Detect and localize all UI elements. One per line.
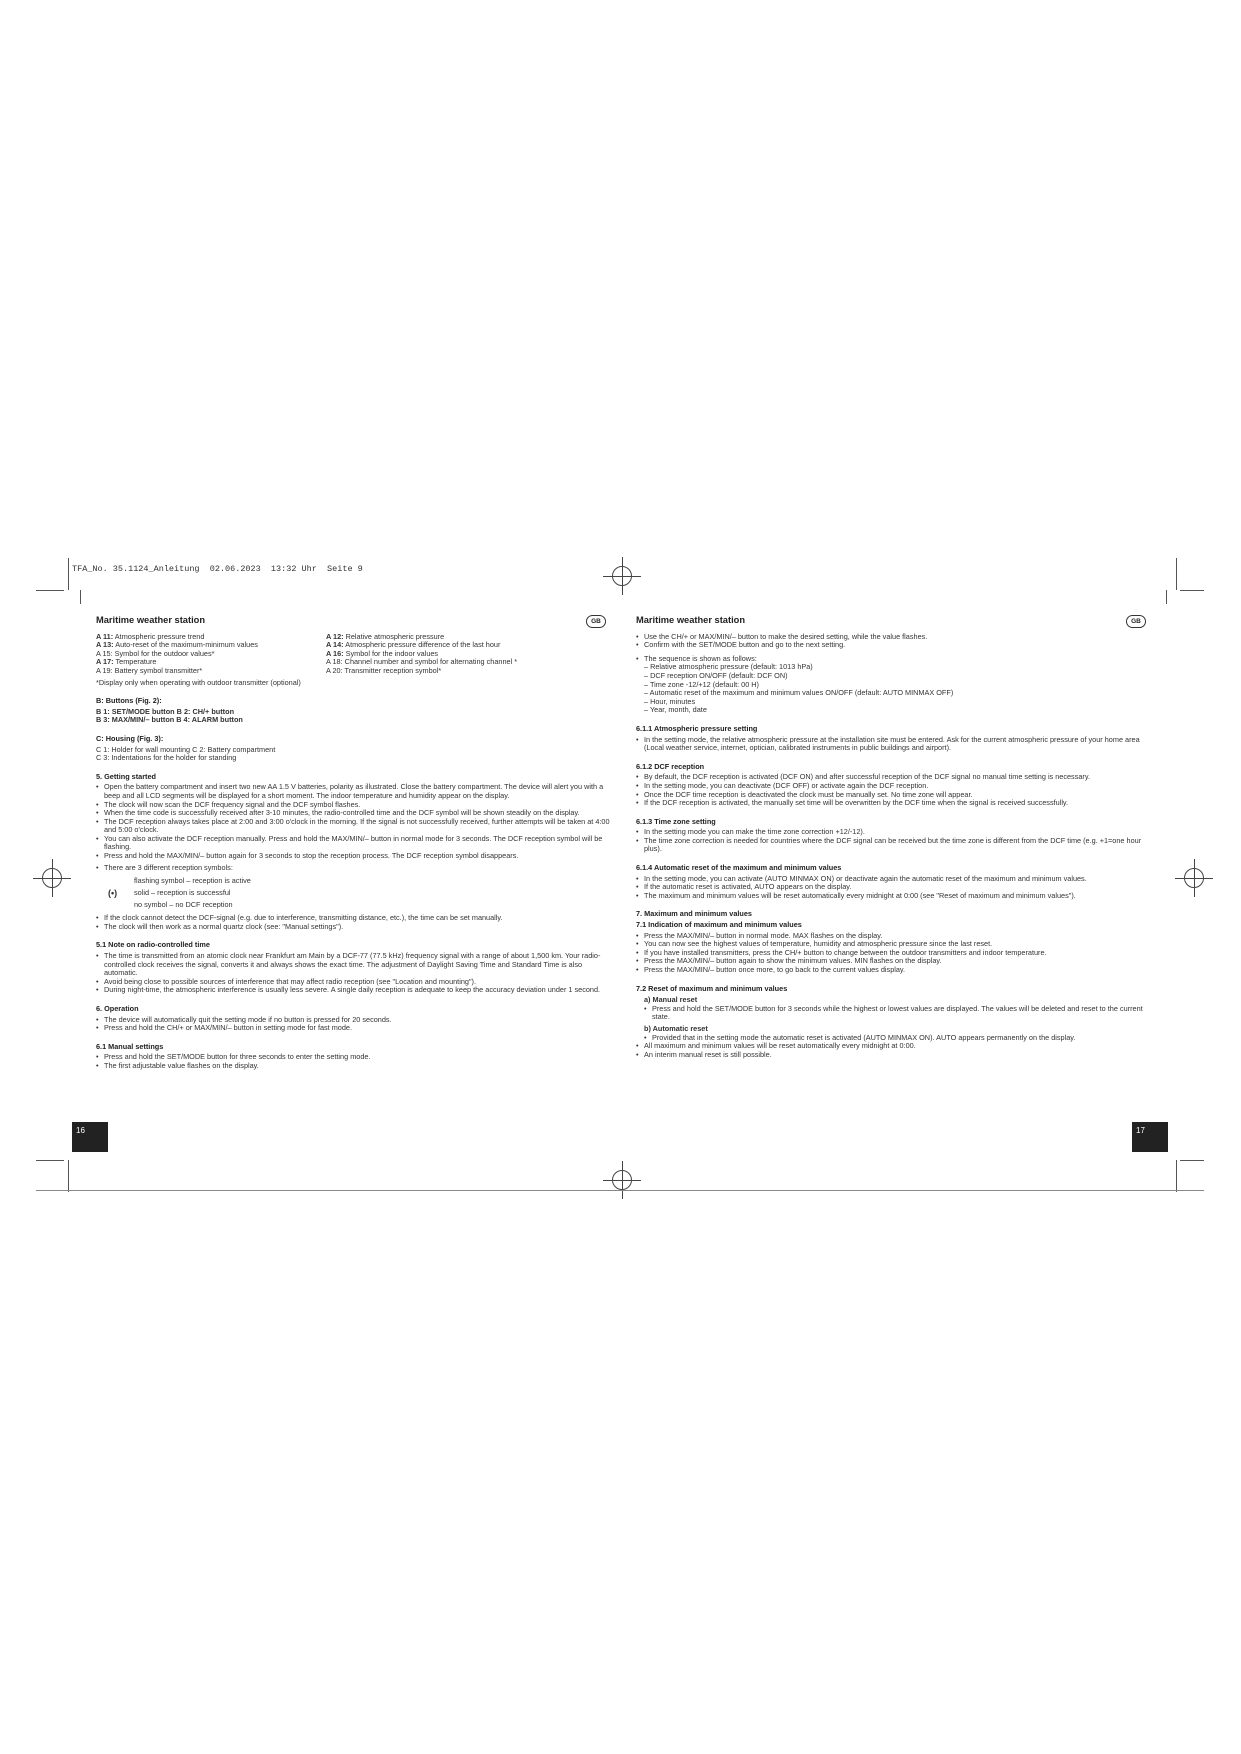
sequence-item: – DCF reception ON/OFF (default: DCF ON) xyxy=(644,670,788,680)
bullet-item: • In the setting mode, you can activate (AUTO MINMAX ON) or deactivate again the automatic reset of the maximum and minimum values. xyxy=(636,875,1156,884)
bullet-item: • Avoid being close to possible sources of interference that may affect radio reception (see "Location and mounting"). xyxy=(96,978,616,987)
buttons-line: B 3: MAX/MIN/– button B 4: ALARM button xyxy=(96,715,243,725)
bullet-item: • Press and hold the MAX/MIN/– button again for 3 seconds to stop the reception process. The DCF reception symbol disappears. xyxy=(96,852,616,861)
legend-item: A 15: Symbol for the outdoor values* xyxy=(96,648,215,658)
crop-mark xyxy=(36,1160,64,1161)
crop-mark xyxy=(36,590,64,591)
bullet-item: • In the setting mode you can make the time zone correction +12/-12). xyxy=(636,828,1156,837)
bullet-item: • If the clock cannot detect the DCF-signal (e.g. due to interference, transmitting distance, etc.), the time can be set manually. xyxy=(96,914,616,923)
sequence-item: – Year, month, date xyxy=(644,705,707,715)
registration-mark xyxy=(42,868,62,888)
housing-line: C 1: Holder for wall mounting C 2: Battery compartment xyxy=(96,744,276,754)
bullet-item: • An interim manual reset is still possible. xyxy=(636,1051,1156,1060)
bullet-item: • When the time code is successfully received after 3-10 minutes, the radio-controlled time and the DCF symbol will be shown steadily on the display. xyxy=(96,809,616,818)
section-heading: 6.1.2 DCF reception xyxy=(636,761,705,771)
bullet-item: • If you have installed transmitters, press the CH/+ button to change between the outdoor transmitters and indoor temperature. xyxy=(636,949,1156,958)
bullet-item: • During night-time, the atmospheric interference is usually less severe. A single daily reception is adequate to keep the accuracy deviation under 1 second. xyxy=(96,986,616,995)
legend-item: A 18: Channel number and symbol for alternating channel * xyxy=(326,657,518,667)
bullet-item: • If the automatic reset is activated, AUTO appears on the display. xyxy=(636,883,1156,892)
section-heading: 7. Maximum and minimum values xyxy=(636,909,752,919)
legend-item: A 13: Auto-reset of the maximum-minimum values xyxy=(96,640,258,650)
legend-item: A 12: Relative atmospheric pressure xyxy=(326,631,445,641)
bullet-item: • The DCF reception always takes place at 2:00 and 3:00 o'clock in the morning. If the signal is not successfully received, further attempts will be taken at 4:00 and 5:00 o'clock. xyxy=(96,818,616,835)
sequence-item: – Time zone -12/+12 (default: 00 H) xyxy=(644,679,759,689)
bullet-item: • The first adjustable value flashes on the display. xyxy=(96,1062,616,1071)
page-title: Maritime weather station xyxy=(636,615,746,625)
section-heading: 6. Operation xyxy=(96,1004,139,1013)
bullet-item: • Confirm with the SET/MODE button and go to the next setting. xyxy=(636,641,1156,650)
bullet-item: • Press and hold the SET/MODE button for three seconds to enter the setting mode. xyxy=(96,1053,616,1062)
section-heading: 5. Getting started xyxy=(96,771,157,781)
bullet-item: • Press and hold the SET/MODE button for 3 seconds while the highest or lowest values are displayed. The values will be deleted and reset to the current state. xyxy=(636,1005,1156,1022)
bullet-item: • Use the CH/+ or MAX/MIN/– button to make the desired setting, while the value flashes. xyxy=(636,633,1156,642)
sequence-item: – Automatic reset of the maximum and minimum values ON/OFF (default: AUTO MINMAX OFF) xyxy=(644,688,954,698)
crop-mark xyxy=(1166,590,1167,604)
print-slug: TFA_No. 35.1124_Anleitung 02.06.2023 13:32 Uhr Seite 9 xyxy=(72,564,363,574)
crop-mark xyxy=(1176,1160,1177,1192)
legend-item: A 16: Symbol for the indoor values xyxy=(326,648,439,658)
page-number: 17 xyxy=(1132,1122,1168,1152)
left-page xyxy=(96,616,616,1071)
subsection-heading: a) Manual reset xyxy=(644,995,698,1005)
section-heading: 7.1 Indication of maximum and minimum values xyxy=(636,920,802,930)
section-heading: C: Housing (Fig. 3): xyxy=(96,733,164,743)
page-title: Maritime weather station xyxy=(96,615,206,625)
crop-mark xyxy=(1180,1160,1204,1161)
bullet-item: • Press the MAX/MIN/– button again to show the minimum values. MIN flashes on the display. xyxy=(636,957,1156,966)
crop-mark xyxy=(68,558,69,590)
bullet-item: • Press the MAX/MIN/– button in normal mode. MAX flashes on the display. xyxy=(636,932,1156,941)
legend-item: A 14: Atmospheric pressure difference of the last hour xyxy=(326,640,501,650)
bullet-item: • The time is transmitted from an atomic clock near Frankfurt am Main by a DCF-77 (77.5 kHz) frequency signal with a range of about 1,500 km. Your radio-controlled clock receives the signal, converts it and always shows the exact time. The adjustment of Daylight Saving Time and Standard Time is also automatic. xyxy=(96,952,616,978)
symbol-desc: solid – reception is successful xyxy=(134,888,231,898)
registration-mark xyxy=(1184,868,1204,888)
bullet-item: • The sequence is shown as follows: xyxy=(636,655,1156,664)
page-number: 16 xyxy=(72,1122,108,1152)
bullet-item: • There are 3 different reception symbols: xyxy=(96,864,616,873)
right-page xyxy=(636,616,1156,1059)
legend-a xyxy=(96,633,616,676)
bullet-item: • The clock will now scan the DCF frequency signal and the DCF symbol flashes. xyxy=(96,801,616,810)
housing-line: C 3: Indentations for the holder for standing xyxy=(96,753,237,763)
trim-line xyxy=(36,1190,1204,1191)
bullet-item: • The maximum and minimum values will be reset automatically every midnight at 0:00 (see "Reset of maximum and minimum values"). xyxy=(636,892,1156,901)
dcf-signal-icon: (•) xyxy=(108,887,118,898)
sequence-item: – Relative atmospheric pressure (default: 1013 hPa) xyxy=(644,662,813,672)
bullet-item: • In the setting mode, the relative atmospheric pressure at the installation site must be entered. Ask for the current atmospheric pressure of your home area (Local weather service, internet, optician, calibrated instruments in public buildings and airport). xyxy=(636,736,1156,753)
footnote: *Display only when operating with outdoor transmitter (optional) xyxy=(96,677,301,687)
bullet-item: • The device will automatically quit the setting mode if no button is pressed for 20 seconds. xyxy=(96,1016,616,1025)
legend-item: A 11: Atmospheric pressure trend xyxy=(96,631,205,641)
section-heading: 6.1 Manual settings xyxy=(96,1041,164,1051)
symbol-desc: no symbol – no DCF reception xyxy=(134,900,233,910)
reception-symbols xyxy=(108,875,616,911)
crop-mark xyxy=(1176,558,1177,590)
symbol-desc: flashing symbol – reception is active xyxy=(134,876,251,886)
bullet-item: • You can now see the highest values of temperature, humidity and atmospheric pressure since the last reset. xyxy=(636,940,1156,949)
bullet-item: • Press and hold the CH/+ or MAX/MIN/– button in setting mode for fast mode. xyxy=(96,1024,616,1033)
bullet-item: • Open the battery compartment and insert two new AA 1.5 V batteries, polarity as illustrated. Close the battery compartment. The device will alert you with a beep and all LCD segments will be displayed for a short moment. The indoor temperature and humidity appear on the display. xyxy=(96,783,616,800)
legend-item: A 17: Temperature xyxy=(96,657,157,667)
section-heading: 6.1.3 Time zone setting xyxy=(636,816,716,826)
language-badge: GB xyxy=(1126,615,1146,628)
bullet-item: • The clock will then work as a normal quartz clock (see: "Manual settings"). xyxy=(96,923,616,932)
bullet-item: • In the setting mode, you can deactivate (DCF OFF) or activate again the DCF reception. xyxy=(636,782,1156,791)
section-heading: 5.1 Note on radio-controlled time xyxy=(96,940,210,950)
bullet-item: • All maximum and minimum values will be reset automatically every midnight at 0:00. xyxy=(636,1042,1156,1051)
buttons-line: B 1: SET/MODE button B 2: CH/+ button xyxy=(96,706,235,716)
registration-mark xyxy=(612,566,632,586)
crop-mark xyxy=(80,590,81,604)
section-heading: B: Buttons (Fig. 2): xyxy=(96,696,162,706)
bullet-item: • If the DCF reception is activated, the manually set time will be overwritten by the DCF time when the signal is received successfully. xyxy=(636,799,1156,808)
language-badge: GB xyxy=(586,615,606,628)
section-heading: 6.1.1 Atmospheric pressure setting xyxy=(636,723,758,733)
subsection-heading: b) Automatic reset xyxy=(644,1023,708,1033)
section-heading: 7.2 Reset of maximum and minimum values xyxy=(636,983,788,993)
section-heading: 6.1.4 Automatic reset of the maximum and minimum values xyxy=(636,863,842,873)
bullet-item: • Press the MAX/MIN/– button once more, to go back to the current values display. xyxy=(636,966,1156,975)
crop-mark xyxy=(68,1160,69,1192)
sequence-item: – Hour, minutes xyxy=(644,696,696,706)
bullet-item: • Once the DCF time reception is deactivated the clock must be manually set. No time zone will appear. xyxy=(636,791,1156,800)
bullet-item: • By default, the DCF reception is activated (DCF ON) and after successful reception of the DCF signal no manual time setting is necessary. xyxy=(636,773,1156,782)
crop-mark xyxy=(1180,590,1204,591)
bullet-item: • You can also activate the DCF reception manually. Press and hold the MAX/MIN/– button in normal mode for 3 seconds. The DCF reception symbol will be flashing. xyxy=(96,835,616,852)
bullet-item: • Provided that in the setting mode the automatic reset is activated (AUTO MINMAX ON). AUTO appears permanently on the display. xyxy=(636,1034,1156,1043)
legend-item: A 20: Transmitter reception symbol* xyxy=(326,665,442,675)
registration-mark xyxy=(612,1170,632,1190)
bullet-item: • The time zone correction is needed for countries where the DCF signal can be received but the time zone is different from the DCF time (e.g. +1=one hour plus). xyxy=(636,837,1156,854)
legend-item: A 19: Battery symbol transmitter* xyxy=(96,665,203,675)
